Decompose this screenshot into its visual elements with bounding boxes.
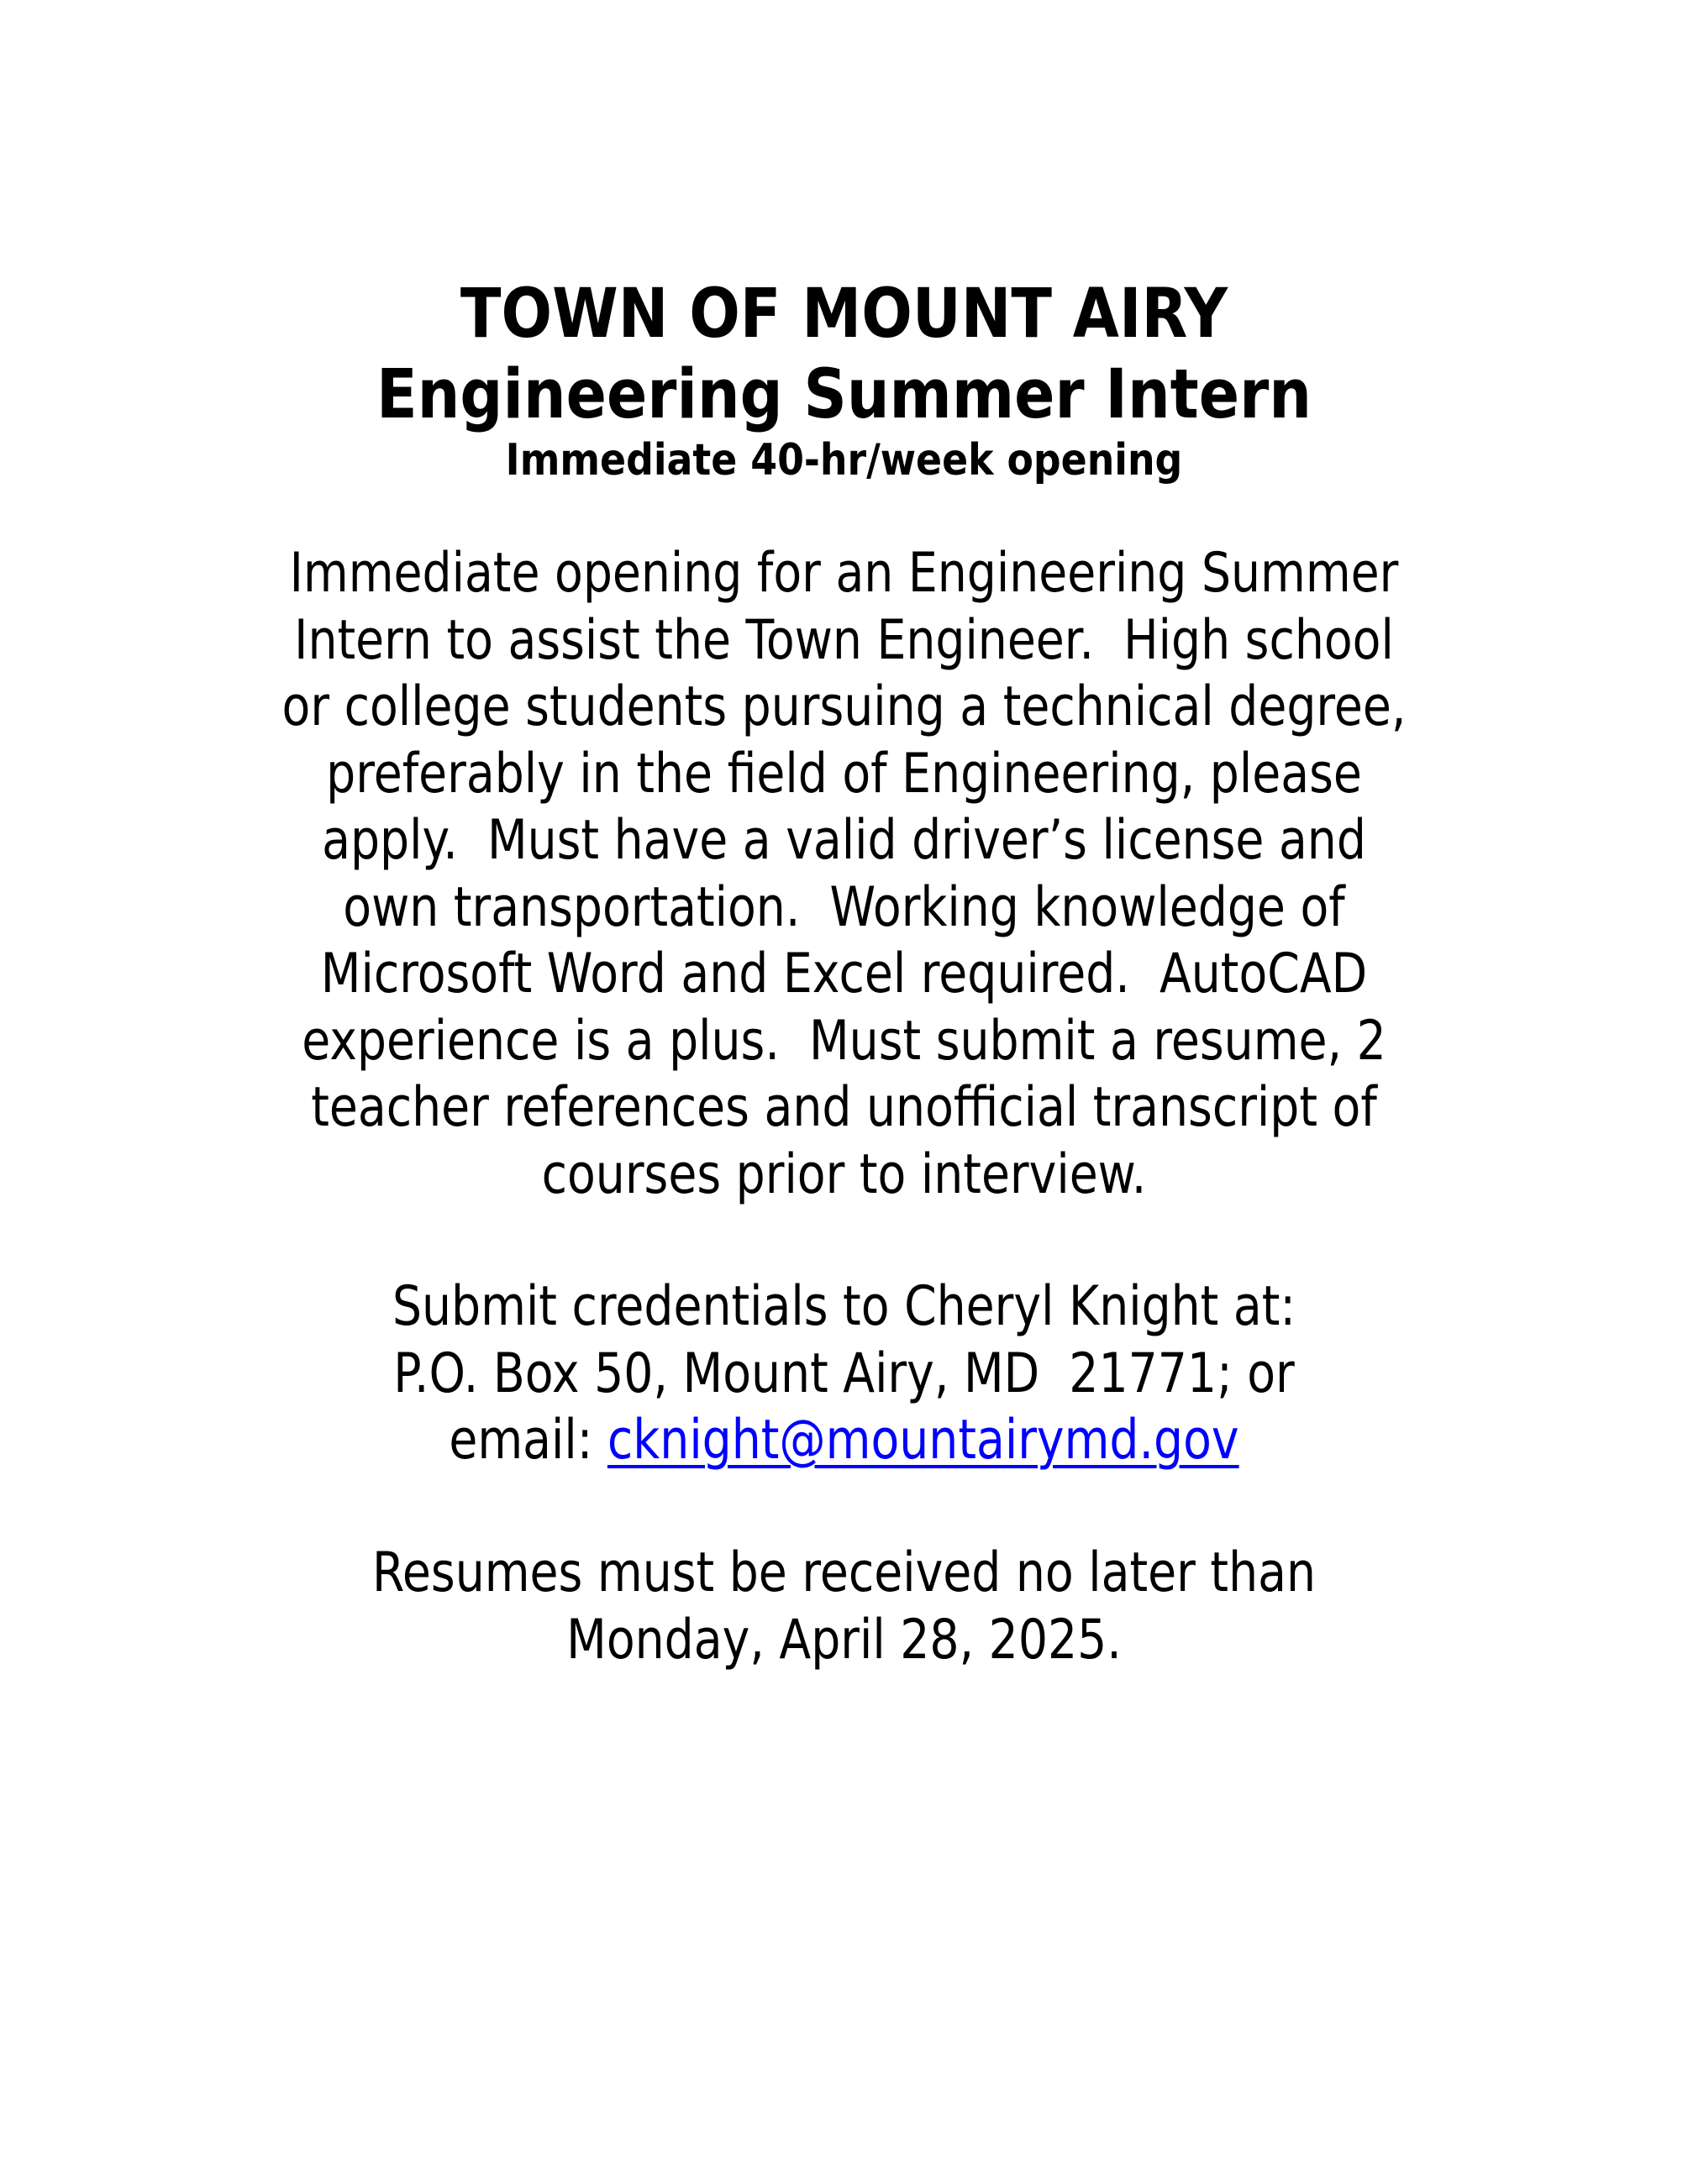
- organization-title: TOWN OF MOUNT AIRY: [460, 275, 1228, 354]
- email-label: email:: [449, 1409, 607, 1472]
- description-paragraph: [0, 540, 1688, 1208]
- email-link[interactable]: cknight@mountairymd.gov: [607, 1409, 1239, 1472]
- description-line: Immediate opening for an Engineering Summer: [289, 542, 1399, 605]
- deadline-text: Resumes must be received no later than: [372, 1541, 1316, 1604]
- deadline-date: Monday, April 28, 2025.: [566, 1608, 1122, 1672]
- position-title: Engineering Summer Intern: [376, 355, 1312, 434]
- contact-instructions: Submit credentials to Cheryl Knight at:: [392, 1275, 1296, 1338]
- description-line: apply. Must have a valid driver’s license and: [322, 809, 1366, 872]
- subtitle-block: [0, 434, 1688, 486]
- description-line: own transportation. Working knowledge of: [343, 875, 1345, 939]
- contact-block: [0, 1273, 1688, 1474]
- description-line: Intern to assist the Town Engineer. High school: [294, 608, 1394, 672]
- position-subtitle: Immediate 40-hr/week opening: [505, 435, 1183, 486]
- description-line: teacher references and unofficial transcript of: [311, 1076, 1377, 1139]
- description-line: or college students pursuing a technical degree,: [281, 675, 1407, 738]
- mailing-address: P.O. Box 50, Mount Airy, MD 21771; or: [393, 1341, 1295, 1405]
- header: [0, 274, 1688, 435]
- description-line: Microsoft Word and Excel required. AutoCAD: [320, 942, 1368, 1005]
- description-line: courses prior to interview.: [541, 1142, 1147, 1206]
- deadline-block: [0, 1540, 1688, 1673]
- email-line: [127, 1407, 1562, 1474]
- description-line: preferably in the field of Engineering, please: [326, 742, 1362, 806]
- description-line: experience is a plus. Must submit a resume, 2: [302, 1009, 1386, 1073]
